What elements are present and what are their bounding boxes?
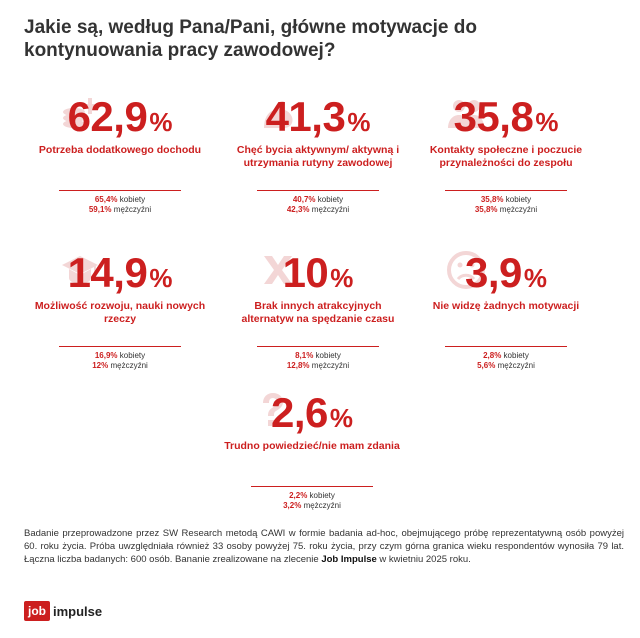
men-row xyxy=(228,361,408,371)
stat-label: Brak innych atrakcyjnych alternatyw na spędzanie czasu xyxy=(241,300,395,325)
stat-label: Trudno powiedzieć/nie mam zdania xyxy=(224,440,400,452)
stat-block xyxy=(30,92,210,215)
women-row xyxy=(228,351,408,361)
stat-number: 35,8 xyxy=(453,93,534,140)
stat-percent-sign: % xyxy=(347,107,371,137)
stat-value xyxy=(30,248,210,298)
divider xyxy=(445,346,567,347)
women-label: kobiety xyxy=(317,195,344,204)
men-row xyxy=(30,361,210,371)
stat-value xyxy=(228,92,408,142)
men-label: mężczyźni xyxy=(303,501,341,510)
women-label: kobiety xyxy=(503,351,529,360)
women-value: 16,9% xyxy=(94,351,118,360)
women-value: 35,8% xyxy=(480,195,504,204)
women-row xyxy=(30,351,210,361)
men-value: 59,1% xyxy=(88,205,112,214)
women-row xyxy=(416,195,596,205)
methodology-tail: w kwietniu 2025 roku. xyxy=(376,554,471,565)
brand-name: Job Impulse xyxy=(321,554,377,565)
women-row xyxy=(30,195,210,205)
divider xyxy=(59,346,181,347)
men-value: 12% xyxy=(92,361,109,370)
men-value: 3,2% xyxy=(283,501,302,510)
divider xyxy=(251,486,373,487)
page-title: Jakie są, według Pana/Pani, główne motywacje do kontynuowania pracy zawodowej? xyxy=(24,17,477,61)
women-row xyxy=(228,195,408,205)
men-row xyxy=(228,205,408,215)
men-value: 5,6% xyxy=(477,361,496,370)
stat-value xyxy=(30,92,210,142)
stat-label: Możliwość rozwoju, nauki nowych rzeczy xyxy=(34,300,206,325)
job-impulse-logo xyxy=(24,600,102,622)
stat-value xyxy=(416,92,596,142)
men-label: mężczyźni xyxy=(497,361,535,370)
men-value: 42,3% xyxy=(286,205,310,214)
divider xyxy=(257,346,379,347)
women-label: kobiety xyxy=(505,195,532,204)
stat-value xyxy=(222,388,402,438)
stat-block xyxy=(222,388,402,511)
stat-number: 2,6 xyxy=(270,389,328,436)
stat-percent-sign: % xyxy=(149,263,173,293)
stat-block xyxy=(228,92,408,215)
men-row xyxy=(30,205,210,215)
stat-block xyxy=(30,248,210,371)
stat-percent-sign: % xyxy=(149,107,173,137)
stat-number: 3,9 xyxy=(464,249,522,296)
women-label: kobiety xyxy=(315,351,341,360)
methodology-note xyxy=(24,527,624,566)
men-label: mężczyźni xyxy=(311,361,350,370)
women-value: 2,2% xyxy=(289,491,308,500)
divider xyxy=(445,190,567,191)
logo-box: job xyxy=(24,601,50,621)
men-label: mężczyźni xyxy=(110,361,148,370)
stat-percent-sign: % xyxy=(535,107,559,137)
divider xyxy=(59,190,181,191)
men-label: mężczyźni xyxy=(113,205,152,214)
stat-label: Kontakty społeczne i poczucie przynależności do zespołu xyxy=(429,144,583,169)
men-label: mężczyźni xyxy=(311,205,350,214)
women-label: kobiety xyxy=(309,491,335,500)
stat-percent-sign: % xyxy=(330,263,354,293)
women-row xyxy=(416,351,596,361)
women-label: kobiety xyxy=(119,195,146,204)
stat-block xyxy=(416,248,596,371)
stat-label: Chęć bycia aktywnym/ aktywną i utrzymania rutyny zawodowej xyxy=(236,144,400,169)
women-row xyxy=(222,491,402,501)
men-row xyxy=(416,205,596,215)
men-label: mężczyźni xyxy=(499,205,538,214)
stat-block xyxy=(228,248,408,371)
stat-number: 10 xyxy=(282,249,329,296)
stat-value xyxy=(416,248,596,298)
women-value: 2,8% xyxy=(483,351,502,360)
women-value: 65,4% xyxy=(94,195,118,204)
men-value: 12,8% xyxy=(286,361,310,370)
stat-percent-sign: % xyxy=(329,403,353,433)
men-row xyxy=(222,501,402,511)
methodology-text: Badanie przeprowadzone przez SW Research metodą CAWI w formie badania ad-hoc, obejmującego próbę reprezentatywną osób powyżej 60. roku życia. Próba uwzględniała również 33 osoby powyżej 75. roku życia, przy czym górna granica wieku respondentów wynosiła 79 lat. Łączna liczba badanych: 600 osób. Bananie zrealizowane na zlecenie xyxy=(24,528,624,565)
women-value: 8,1% xyxy=(295,351,314,360)
stat-value xyxy=(228,248,408,298)
stat-label: Nie widzę żadnych motywacji xyxy=(432,300,580,312)
divider xyxy=(257,190,379,191)
stat-percent-sign: % xyxy=(523,263,547,293)
men-value: 35,8% xyxy=(474,205,498,214)
stat-label: Potrzeba dodatkowego dochodu xyxy=(38,144,202,156)
women-label: kobiety xyxy=(119,351,146,360)
stat-number: 62,9 xyxy=(67,93,148,140)
stat-number: 41,3 xyxy=(265,93,346,140)
stat-number: 14,9 xyxy=(67,249,148,296)
women-value: 40,7% xyxy=(292,195,316,204)
logo-word: impulse xyxy=(53,603,103,619)
stat-block xyxy=(416,92,596,215)
men-row xyxy=(416,361,596,371)
